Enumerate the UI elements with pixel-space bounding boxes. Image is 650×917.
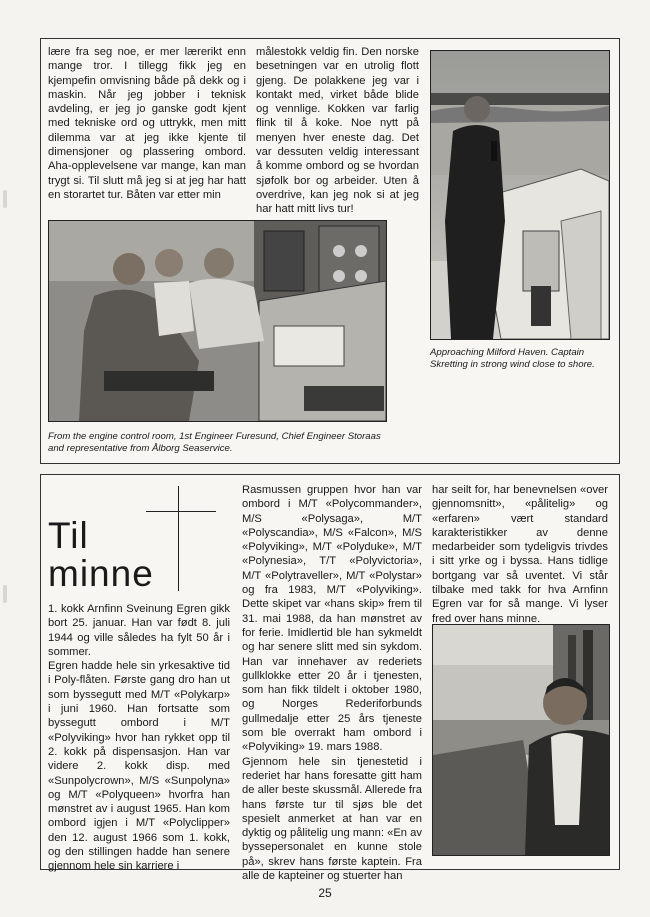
photo-arnfinn-egren [432, 624, 610, 856]
obituary-column-1 [48, 602, 230, 874]
obituary-text: 1. kokk Arnfinn Sveinung Egren gikk bort 25. januar. Han var født 8. juli 1944 og ville således ha fylt 50 år i sommer. [48, 603, 230, 658]
obituary-heading-til: Til [48, 515, 89, 556]
obituary-column-2 [242, 483, 422, 883]
cross-icon [178, 486, 179, 591]
article-column-1 [48, 45, 246, 202]
obituary-column-3 [432, 483, 608, 626]
photo-engine-control-room [48, 220, 387, 422]
photo-captain-on-bridge [430, 50, 610, 340]
caption-captain: Approaching Milford Haven. Captain Skretting in strong wind close to shore. [430, 347, 595, 370]
obituary-text: Egren hadde hele sin yrkesaktive tid i Poly-flåten. Første gang dro han ut som byssegutt med M/T «Polykarp» i juni 1960. Han fortsatte som byssegutt ombord i M/T «Polyviking» hvor han rykket opp til 2. kokk på dispensasjon. Han var videre 2. kokk disp. med «Sunpolycrown», M/S «Sunpolyna» og M/T «Polyqueen» hvorfra han mønstret av i august 1965. Han kom ombord igjen i M/T «Polyclipper» den 12. august 1966 som 1. kokk, og den stillingen hadde han senere gjennom hele sin karriere i [48, 660, 230, 873]
obituary-heading-minne: minne [48, 553, 154, 594]
cross-icon [146, 511, 216, 512]
article-text: lære fra seg noe, er mer lærerikt enn mange tror. I tillegg fikk jeg en kjempefin omvisning både på dekk og i maskin. Når jeg jobber i teknisk avdeling, er jeg jo ganske godt kjent med tekniske ord og uttrykk, men mitt dilemma var at jeg ikke kjente til dimensjoner og plassering ombord. Aha-opplevelsene var mange, kan man trygt si. Til slutt må jeg si at jeg har hatt en storartet tur. Båten var etter min [48, 46, 246, 201]
article-column-2 [256, 45, 419, 217]
obituary-text: Rasmussen gruppen hvor han var ombord i M/T «Polycommander», M/S «Polysaga», M/T «Polyscandia», M/S «Falcon», M/S «Polyviking», M/T «Polyduke», M/T «Polynesia», T/T «Polyvictoria», M/T «Polytraveller», M/T «Polystar» og fra 1983, M/T «Polyviking». Dette skipet var «hans skip» frem til 31. mai 1988, da han mønstret av for ferie. Imidlertid ble han sykmeldt og har senere slitt med sin sykdom. Han var innehaver av rederiets gullklokke etter 20 år i tjenesten, som han fikk tildelt i oktober 1980, og Norges Rederiforbunds gullmedalje etter 25 års tjeneste som ble overrakt ham ombord i «Polyviking» 19. mars 1988. [242, 484, 422, 754]
obituary-text: Gjennom hele sin tjenestetid i rederiet har hans foresatte gitt ham de aller beste skussmål. Allerede fra hans første tur til sjøs ble det spesielt anmerket at han var en dyktig og pålitelig ung mann: «En av byssepersonalet en kunne stole på», skrev hans første kaptein. Fra alle de kapteiner og stuerter han [242, 755, 422, 883]
article-text: målestokk veldig fin. Den norske besetningen var en utrolig flott gjeng. De polakkene jeg var i kontakt med, virket både blide og vennlige. Kokken var farlig flink til å koke. Noe nytt på menyen hver eneste dag. Det var dessuten veldig interessant å komme ombord og se hvordan sjøfolk bor og arbeider. Uten å overdrive, kan jeg nok si at jeg har hatt mitt livs tur! [256, 46, 419, 216]
page-number: 25 [318, 886, 332, 900]
caption-engine-room: From the engine control room, 1st Engineer Furesund, Chief Engineer Storaas and representative from Ålborg Seaservice. [48, 431, 381, 454]
obituary-text: har seilt for, har benevnelsen «over gjennomsnitt», «pålitelig» og «erfaren» vært standard karakteristikker av denne medarbeider som tydeligvis trivdes i sitt yrke og i byssa. Hans tidlige bortgang var så uventet. Vi står tilbake med takk for hva Arnfinn Egren var for så mange. Vi lyser fred over hans minne. [432, 484, 608, 625]
